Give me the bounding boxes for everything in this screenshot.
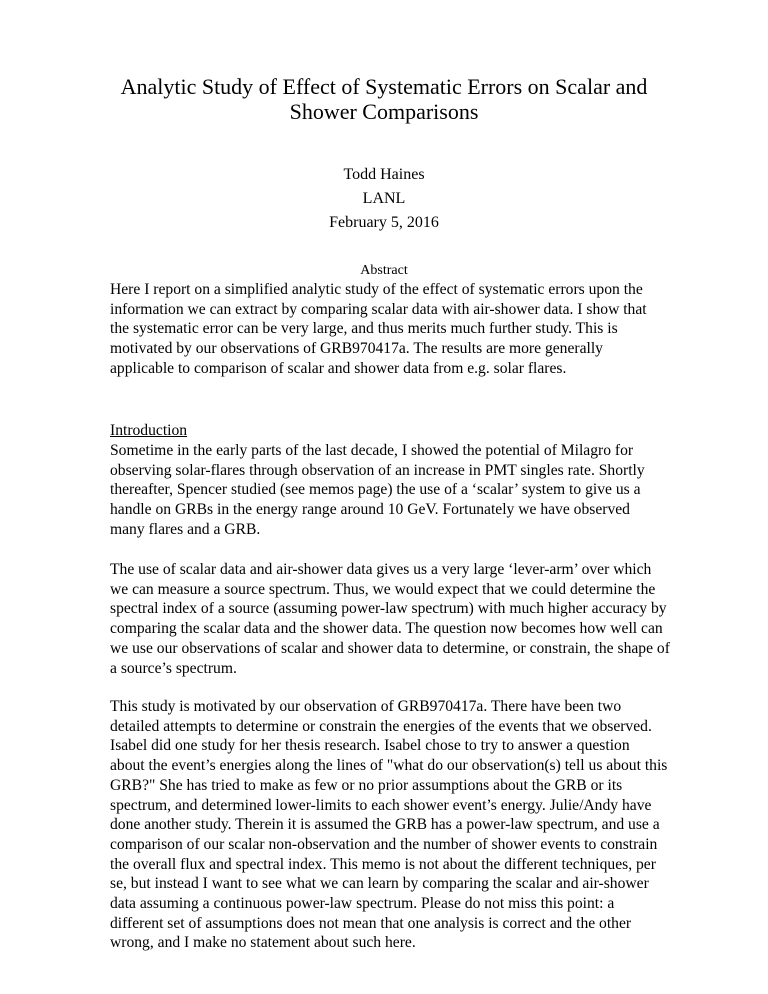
- text-line: a source’s spectrum.: [110, 659, 237, 677]
- text-line: Sometime in the early parts of the last decade, I showed the potential of Milagro for: [110, 442, 634, 459]
- title-line: Shower Comparisons: [289, 99, 479, 124]
- text-line: Here I report on a simplified analytic study of the effect of systematic errors upon the: [110, 281, 643, 298]
- text-line: GRB?" She has tried to make as few or no prior assumptions about the GRB or its: [110, 776, 623, 794]
- text-line: about the event’s energies along the lines of "what do our observation(s) tell us about this: [110, 757, 668, 775]
- text-line: Isabel did one study for her thesis research. Isabel chose to try to answer a question: [110, 737, 630, 755]
- text-line: data assuming a continuous power-law spectrum. Please do not miss this point: a: [110, 895, 615, 913]
- introduction-heading: Introduction: [110, 422, 188, 439]
- text-line: we use our observations of scalar and shower data to determine, or constrain, the shape of: [110, 639, 670, 657]
- text-line: detailed attempts to determine or constrain the energies of the events that we observed.: [110, 717, 652, 735]
- text-line: we can measure a source spectrum. Thus, we would expect that we could determine the: [110, 580, 656, 598]
- document-title: [0, 74, 768, 124]
- text-line: spectrum, and determined lower-limits to each shower event’s energy. Julie/Andy have: [110, 796, 652, 814]
- abstract-heading: Abstract: [360, 263, 408, 278]
- byline: [0, 163, 768, 235]
- author: Todd Haines: [343, 166, 425, 183]
- title-line: Analytic Study of Effect of Systematic Errors on Scalar and: [120, 74, 648, 99]
- text-line: motivated by our observations of GRB970417a. The results are more generally: [110, 340, 603, 358]
- text-line: different set of assumptions does not mean that one analysis is correct and the other: [110, 914, 632, 932]
- text-line: done another study. Therein it is assumed the GRB has a power-law spectrum, and use a: [110, 816, 660, 834]
- text-line: spectral index of a source (assuming power-law spectrum) with much higher accuracy by: [110, 600, 667, 618]
- text-line: The use of scalar data and air-shower data gives us a very large ‘lever-arm’ over which: [110, 561, 652, 578]
- text-line: applicable to comparison of scalar and shower data from e.g. solar flares.: [110, 359, 567, 377]
- paragraph-3: [110, 697, 710, 953]
- text-line: many flares and a GRB.: [110, 520, 261, 538]
- affiliation: LANL: [362, 190, 406, 207]
- text-line: se, but instead I want to see what we can learn by comparing the scalar and air-shower: [110, 875, 649, 893]
- text-line: the systematic error can be very large, and thus merits much further study. This is: [110, 320, 618, 338]
- text-line: thereafter, Spencer studied (see memos page) the use of a ‘scalar’ system to give us a: [110, 481, 641, 499]
- text-line: comparison of our scalar non-observation and the number of shower events to constrain: [110, 835, 658, 853]
- text-line: wrong, and I make no statement about such here.: [110, 934, 416, 952]
- abstract-body: [110, 280, 710, 379]
- text-line: comparing the scalar data and the shower data. The question now becomes how well can: [110, 620, 663, 638]
- text-line: handle on GRBs in the energy range around 10 GeV. Fortunately we have observed: [110, 501, 630, 519]
- paragraph-1: [110, 441, 710, 540]
- text-line: observing solar-flares through observation of an increase in PMT singles rate. Shortly: [110, 461, 645, 479]
- text-line: the overall flux and spectral index. This memo is not about the different techniques, per: [110, 855, 656, 873]
- paragraph-2: [110, 560, 710, 678]
- text-line: information we can extract by comparing scalar data with air-shower data. I show that: [110, 300, 647, 318]
- date: February 5, 2016: [329, 214, 439, 231]
- text-line: This study is motivated by our observation of GRB970417a. There have been two: [110, 698, 622, 715]
